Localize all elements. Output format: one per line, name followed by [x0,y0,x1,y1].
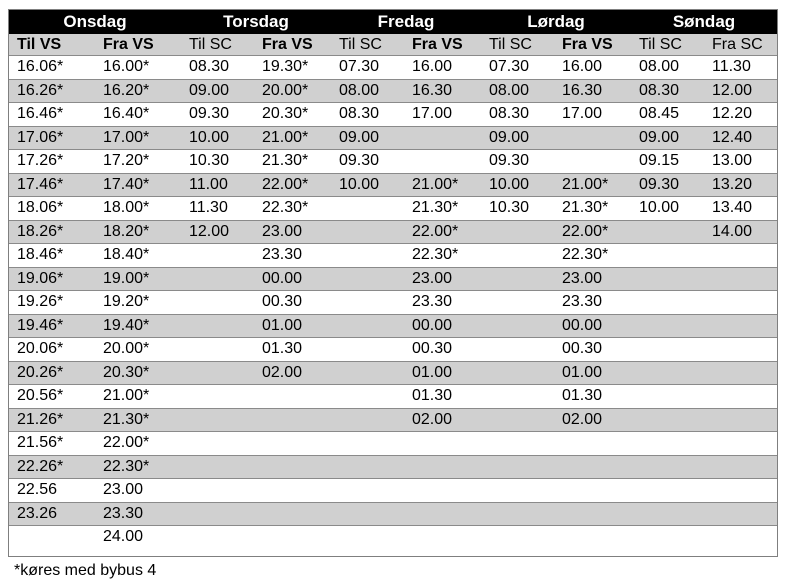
table-cell [331,244,404,267]
table-cell: 09.15 [639,152,680,169]
table-cell: 16.30 [412,81,453,99]
table-row [9,338,777,362]
table-cell: 17.00 [562,105,603,122]
table-cell [331,362,404,385]
table-cell: 22.00* [103,434,150,451]
table-cell: 23.00 [103,481,144,498]
table-cell: 08.00 [489,81,530,99]
table-cell: 23.00 [562,269,603,287]
table-cell [254,503,331,526]
table-cell [404,479,481,502]
table-cell [481,268,554,291]
table-cell: 17.00* [103,128,150,146]
day-header: Onsdag [63,12,127,31]
table-row [9,103,777,127]
table-cell [554,456,631,479]
table-cell: 18.26* [17,222,64,240]
table-cell: 22.00* [562,222,609,240]
table-cell [704,526,777,550]
table-cell [631,503,704,526]
table-cell: 17.26* [17,152,64,169]
table-cell: 23.26 [17,504,58,522]
table-cell: 10.30 [489,199,530,216]
table-cell: 17.20* [103,152,150,169]
table-cell [704,479,777,502]
table-cell: 16.46* [17,105,64,122]
column-header: Fra VS [262,36,313,53]
table-cell: 08.30 [639,81,680,99]
table-cell: 14.00 [712,222,753,240]
table-row [9,315,777,339]
table-row [9,362,777,386]
table-cell [631,362,704,385]
footnote: *køres med bybus 4 [14,562,157,579]
day-header: Lørdag [527,12,585,31]
table-cell [9,526,95,550]
table-cell: 17.46* [17,175,64,193]
day-header: Søndag [672,12,736,31]
day-header: Torsdag [223,12,289,31]
table-cell: 17.40* [103,175,150,193]
table-cell: 09.00 [189,81,230,99]
table-row [9,174,777,198]
table-cell: 21.00* [562,175,609,193]
table-cell [704,268,777,291]
table-cell: 00.30 [262,293,303,310]
table-cell: 01.00 [412,363,453,381]
table-cell: 24.00 [103,528,144,545]
table-row [9,150,777,174]
table-cell: 16.00 [562,58,603,75]
table-cell [704,362,777,385]
table-cell [631,409,704,432]
column-header: Fra VS [103,36,154,53]
table-row [9,221,777,245]
table-cell [704,456,777,479]
table-row [9,479,777,503]
table-cell: 23.00 [412,269,453,287]
table-cell: 07.30 [489,58,530,75]
table-cell [331,315,404,338]
table-cell: 01.30 [262,340,303,357]
table-cell: 01.00 [562,363,603,381]
table-cell: 09.00 [339,128,380,146]
table-cell: 11.30 [712,58,751,75]
table-cell [181,315,254,338]
table-cell: 18.06* [17,199,64,216]
table-row [9,503,777,527]
table-cell [631,268,704,291]
table-cell: 08.30 [339,105,380,122]
table-cell [704,338,777,361]
table-cell: 01.00 [262,316,303,334]
table-cell [704,385,777,408]
table-cell: 21.00* [103,387,150,404]
table-cell: 21.00* [262,128,309,146]
table-cell: 22.30* [103,457,150,475]
table-cell: 16.00 [412,58,453,75]
table-cell [481,385,554,408]
table-cell: 22.56 [17,481,58,498]
table-cell: 16.40* [103,105,150,122]
table-cell [704,432,777,455]
table-cell: 16.00* [103,58,150,75]
table-cell: 00.30 [562,340,603,357]
table-cell: 00.00 [412,316,453,334]
table-row [9,56,777,80]
table-cell: 02.00 [562,410,603,428]
table-cell [631,221,704,244]
table-row [9,268,777,292]
table-cell: 09.00 [489,128,530,146]
table-cell: 23.30 [562,293,603,310]
table-cell [404,127,481,150]
table-cell: 08.30 [489,105,530,122]
table-cell [631,244,704,267]
table-cell: 17.00 [412,105,453,122]
table-cell [481,244,554,267]
column-header: Til VS [17,36,62,53]
table-cell [481,456,554,479]
table-cell [331,291,404,314]
table-cell: 18.46* [17,246,64,263]
table-cell [481,291,554,314]
table-cell: 23.30 [262,246,303,263]
table-cell: 09.30 [489,152,530,169]
table-cell: 21.30* [412,199,459,216]
table-cell: 18.00* [103,199,150,216]
table-cell [331,197,404,220]
table-cell: 22.00* [412,222,459,240]
table-cell [181,503,254,526]
table-cell [331,221,404,244]
table-cell: 16.06* [17,58,64,75]
table-row [9,385,777,409]
table-cell [181,385,254,408]
table-cell: 23.00 [262,222,303,240]
table-cell: 09.00 [639,128,680,146]
table-cell: 20.30* [103,363,150,381]
table-cell: 01.30 [412,387,453,404]
table-cell [331,526,404,550]
table-cell: 21.30* [103,410,150,428]
table-cell [331,479,404,502]
table-cell [481,338,554,361]
table-cell: 08.45 [639,105,680,122]
table-cell [481,315,554,338]
table-cell [254,385,331,408]
table-cell: 09.30 [639,175,680,193]
table-cell [181,362,254,385]
table-cell [704,291,777,314]
table-cell [704,503,777,526]
table-cell [481,526,554,550]
table-row [9,197,777,221]
table-cell [331,268,404,291]
table-cell: 11.00 [189,175,228,193]
table-cell: 08.30 [189,58,230,75]
table-cell: 19.40* [103,316,150,334]
table-cell: 20.56* [17,387,64,404]
table-cell: 22.30* [562,246,609,263]
table-cell [404,503,481,526]
table-cell [554,503,631,526]
table-cell: 23.30 [412,293,453,310]
table-cell: 19.46* [17,316,64,334]
table-cell [631,315,704,338]
table-cell: 00.30 [412,340,453,357]
table-cell: 13.00 [712,152,753,169]
table-cell: 01.30 [562,387,603,404]
table-cell [631,385,704,408]
table-cell: 10.00 [339,175,380,193]
table-cell [631,456,704,479]
table-cell: 18.40* [103,246,150,263]
table-cell: 09.30 [339,152,380,169]
table-cell: 02.00 [412,410,453,428]
table-row [9,244,777,268]
table-cell: 09.30 [189,105,230,122]
table-cell: 00.00 [562,316,603,334]
table-cell [404,150,481,173]
table-cell [631,479,704,502]
table-cell [254,409,331,432]
column-header: Fra VS [412,36,463,53]
table-cell [481,432,554,455]
table-cell: 21.30* [262,152,309,169]
table-cell [704,244,777,267]
table-cell [331,432,404,455]
table-row [9,432,777,456]
table-cell [404,432,481,455]
column-header: Til SC [339,36,382,53]
table-cell [181,268,254,291]
table-cell [554,127,631,150]
table-cell: 21.56* [17,434,64,451]
table-cell [331,409,404,432]
table-cell [631,432,704,455]
table-cell: 12.00 [189,222,230,240]
column-header: Til SC [639,36,682,53]
table-cell [481,479,554,502]
day-header: Fredag [377,12,435,31]
table-cell: 19.20* [103,293,150,310]
day-header-row [9,10,777,34]
column-header-row [9,34,777,56]
table-cell [181,526,254,550]
table-cell: 21.00* [412,175,459,193]
table-cell: 08.00 [639,58,680,75]
table-cell: 11.30 [189,199,228,216]
table-cell: 10.00 [639,199,680,216]
table-cell [181,479,254,502]
schedule-body [9,56,777,550]
table-cell: 22.30* [412,246,459,263]
table-cell: 21.26* [17,410,64,428]
table-cell: 20.30* [262,105,309,122]
bus-schedule-table [8,9,778,557]
table-cell [554,479,631,502]
table-cell: 18.20* [103,222,150,240]
table-cell: 12.00 [712,81,753,99]
table-cell [404,526,481,550]
table-cell: 10.00 [189,128,230,146]
table-cell [331,503,404,526]
table-cell [254,432,331,455]
table-cell [631,526,704,550]
table-cell: 19.30* [262,58,309,75]
column-header: Fra VS [562,36,613,53]
table-cell: 07.30 [339,58,380,75]
table-cell [331,338,404,361]
table-cell [481,362,554,385]
table-cell [331,456,404,479]
table-cell: 00.00 [262,269,303,287]
table-cell: 20.00* [262,81,309,99]
table-cell [554,526,631,550]
table-cell [554,432,631,455]
table-cell [554,150,631,173]
column-header: Til SC [189,36,232,53]
table-row [9,80,777,104]
table-cell [181,409,254,432]
table-cell: 13.20 [712,175,753,193]
table-cell: 19.06* [17,269,64,287]
table-cell [404,456,481,479]
table-cell [254,526,331,550]
table-row [9,456,777,480]
table-row [9,291,777,315]
table-cell: 08.00 [339,81,380,99]
table-cell [481,503,554,526]
table-cell: 22.30* [262,199,309,216]
table-row [9,526,777,550]
table-cell: 17.06* [17,128,64,146]
column-header: Til SC [489,36,532,53]
table-cell: 20.06* [17,340,64,357]
table-cell [331,385,404,408]
table-cell: 10.30 [189,152,230,169]
table-cell: 12.20 [712,105,753,122]
column-header: Fra SC [712,36,763,53]
table-cell [481,409,554,432]
table-cell: 16.20* [103,81,150,99]
table-cell: 22.26* [17,457,64,475]
table-row [9,409,777,433]
table-cell: 19.00* [103,269,150,287]
table-cell: 12.40 [712,128,753,146]
table-cell [254,479,331,502]
table-cell [181,432,254,455]
table-cell [704,315,777,338]
table-cell [181,338,254,361]
table-cell [704,409,777,432]
table-cell: 16.30 [562,81,603,99]
table-cell: 23.30 [103,504,144,522]
table-cell [631,291,704,314]
table-cell: 20.26* [17,363,64,381]
table-cell: 22.00* [262,175,309,193]
table-cell [181,291,254,314]
table-cell [181,456,254,479]
table-row [9,127,777,151]
table-cell: 02.00 [262,363,303,381]
table-cell: 21.30* [562,199,609,216]
table-cell [631,338,704,361]
table-cell: 20.00* [103,340,150,357]
table-cell: 16.26* [17,81,64,99]
table-cell [481,221,554,244]
table-cell [181,244,254,267]
table-cell: 19.26* [17,293,64,310]
table-cell [254,456,331,479]
table-cell: 13.40 [712,199,753,216]
table-cell: 10.00 [489,175,530,193]
